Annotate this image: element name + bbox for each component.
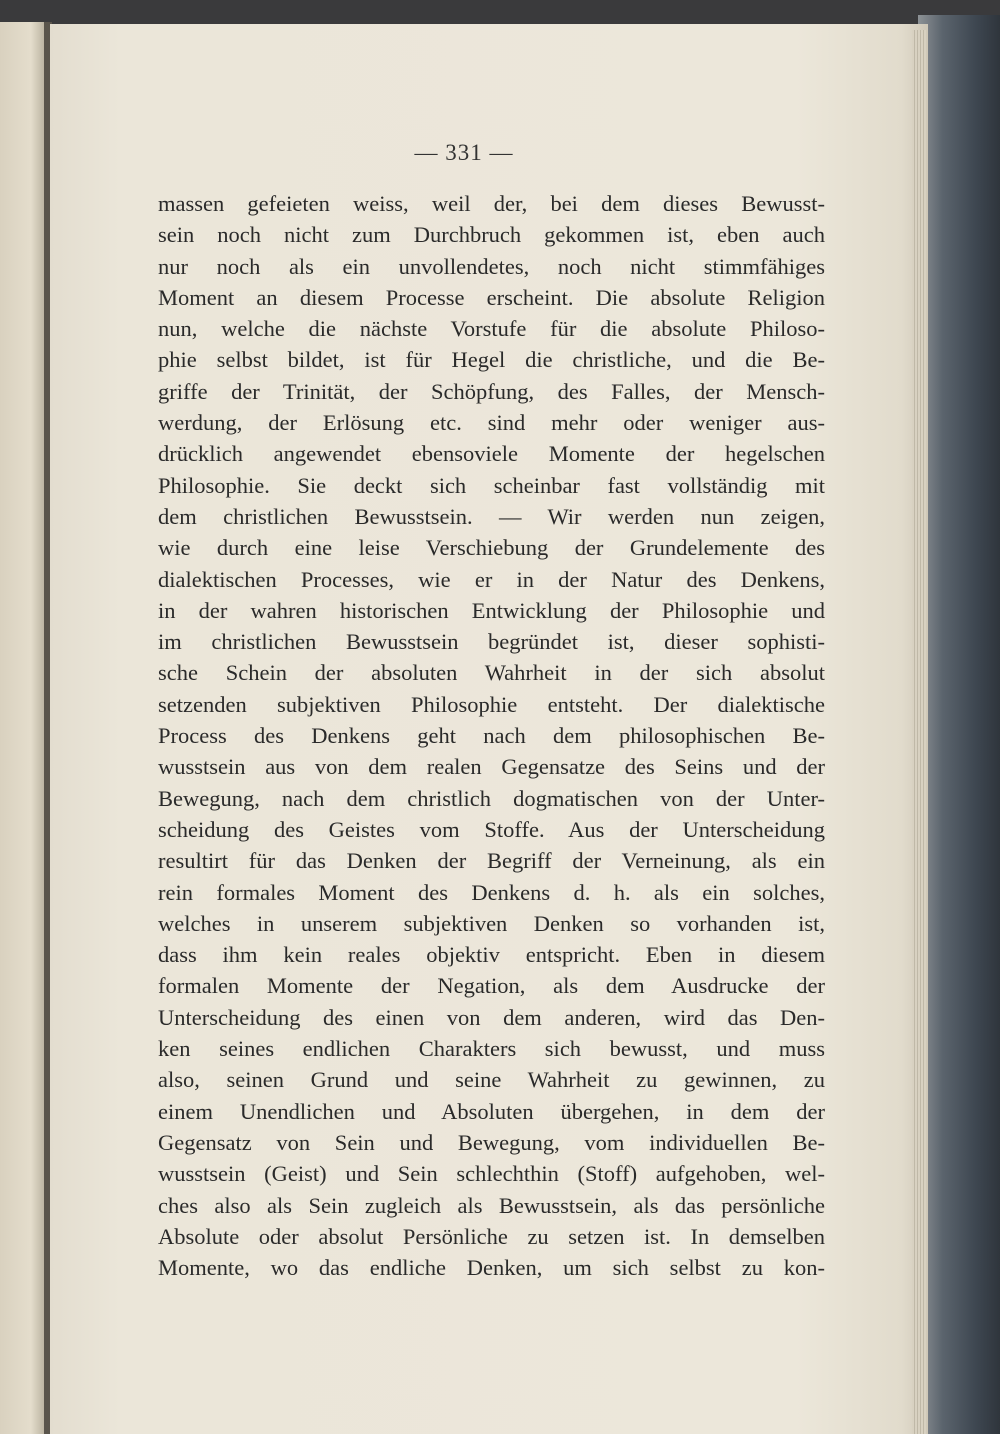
text-line: welches in unserem subjektiven Denken so vorhanden ist, [158, 910, 825, 936]
text-line: einem Unendlichen und Absoluten übergehen, in dem der [158, 1098, 825, 1124]
text-line: Momente, wo das endliche Denken, um sich selbst zu kon- [158, 1255, 825, 1281]
facing-page-edge [0, 22, 44, 1434]
text-line: Philosophie. Sie deckt sich scheinbar fast vollständig mit [158, 472, 825, 498]
text-line: massen gefeieten weiss, weil der, bei dem dieses Bewusst- [158, 191, 825, 216]
text-line: nur noch als ein unvollendetes, noch nicht stimmfähiges [158, 253, 825, 279]
text-line: dialektischen Processes, wie er in der Natur des Denkens, [158, 566, 825, 592]
text-line: wusstsein aus von dem realen Gegensatze des Seins und der [158, 754, 825, 780]
text-line: griffe der Trinität, der Schöpfung, des Falles, der Mensch- [158, 378, 825, 404]
text-line: Moment an diesem Processe erscheint. Die absolute Religion [158, 284, 825, 310]
text-line: wie durch eine leise Verschiebung der Grundelemente des [158, 535, 825, 561]
text-line: scheidung des Geistes vom Stoffe. Aus der Unterscheidung [158, 816, 825, 842]
text-line: nun, welche die nächste Vorstufe für die absolute Philoso- [158, 316, 825, 342]
book-page [50, 24, 928, 1434]
page-number: — 331 — [414, 140, 514, 165]
text-line: rein formales Moment des Denkens d. h. als ein solches, [158, 879, 825, 905]
text-line: sche Schein der absoluten Wahrheit in der sich absolut [158, 660, 825, 686]
text-line: dem christlichen Bewusstsein. — Wir werden nun zeigen, [158, 503, 825, 529]
text-line: Absolute oder absolut Persönliche zu setzen ist. In demselben [158, 1223, 825, 1249]
text-line: dass ihm kein reales objektiv entspricht. Eben in diesem [158, 942, 825, 968]
text-line: formalen Momente der Negation, als dem Ausdrucke der [158, 973, 825, 999]
text-line: ches also als Sein zugleich als Bewusstsein, als das persönliche [158, 1192, 825, 1218]
text-line: phie selbst bildet, ist für Hegel die christliche, und die Be- [158, 347, 825, 373]
text-line: drücklich angewendet ebensoviele Momente der hegelschen [158, 441, 825, 467]
text-line: resultirt für das Denken der Begriff der Verneinung, als ein [158, 848, 825, 874]
text-line: Gegensatz von Sein und Bewegung, vom individuellen Be- [158, 1129, 825, 1155]
text-line: setzenden subjektiven Philosophie entsteht. Der dialektische [158, 691, 825, 717]
text-line: Bewegung, nach dem christlich dogmatischen von der Unter- [158, 785, 825, 811]
book-cover [918, 15, 1000, 1434]
page-stack-edge [912, 30, 926, 1434]
text-line: wusstsein (Geist) und Sein schlechthin (Stoff) aufgehoben, wel- [158, 1161, 825, 1187]
text-line: Unterscheidung des einen von dem anderen, wird das Den- [158, 1004, 825, 1030]
text-line: also, seinen Grund und seine Wahrheit zu gewinnen, zu [158, 1067, 825, 1093]
text-line: im christlichen Bewusstsein begründet ist, dieser sophisti- [158, 629, 825, 655]
text-line: Process des Denkens geht nach dem philosophischen Be- [158, 723, 825, 749]
text-line: in der wahren historischen Entwicklung der Philosophie und [158, 597, 825, 623]
page-number-header [50, 140, 928, 166]
body-text [158, 188, 825, 1283]
text-line: werdung, der Erlösung etc. sind mehr oder weniger aus- [158, 410, 825, 436]
text-line: ken seines endlichen Charakters sich bewusst, und muss [158, 1036, 825, 1062]
text-line: sein noch nicht zum Durchbruch gekommen ist, eben auch [158, 222, 825, 248]
